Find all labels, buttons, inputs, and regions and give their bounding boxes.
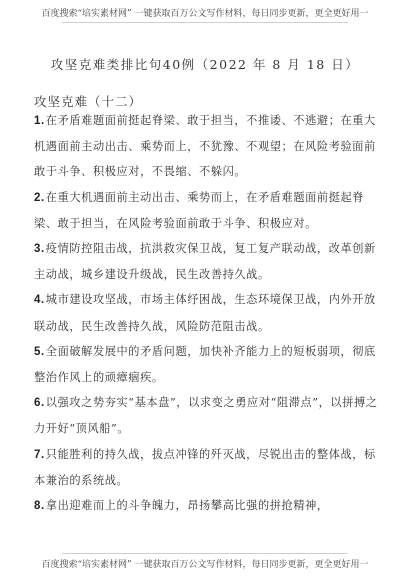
list-item	[34, 185, 380, 236]
item-text: 疫情防控阻击战，抗洪救灾保卫战，复工复产联动战，改革创新主动战，城乡建设升级战，民生改善持久战。	[34, 242, 376, 282]
item-text: 全面破解发展中的矛盾问题，加快补齐能力上的短板弱项，彻底整治作风上的顽瘴痼疾。	[34, 344, 376, 385]
item-number: 7.	[34, 448, 45, 461]
list-item	[34, 236, 380, 287]
item-text: 在矛盾难题面前挺起脊梁、敢于担当，不推诿、不逃避；在重大机遇面前主动出击、乘势而上，不犹豫、不观望；在风险考验面前敢于斗争、积极应对，不畏缩、不躲闪。	[34, 114, 376, 179]
page-footer: 百度搜索“培实素材网” 一键获取百万公文写作材料，每日同步更新，更全更好用一	[41, 560, 369, 570]
item-text: 在重大机遇面前主动出击、乘势而上，在矛盾难题面前挺起脊梁、敢于担当，在风险考验面前敢于斗争、积极应对。	[34, 190, 365, 230]
content-body	[34, 108, 380, 519]
header-divider	[62, 22, 348, 23]
item-text: 只能胜利的持久战，拔点冲锋的歼灭战，尽锐出击的整体战，标本兼治的系统战。	[34, 447, 376, 487]
list-item	[34, 108, 380, 185]
section-heading: 攻坚克难（十二）	[34, 94, 143, 109]
item-number: 3.	[34, 243, 45, 256]
list-item	[34, 442, 380, 493]
item-number: 1.	[34, 115, 45, 127]
item-number: 5.	[34, 345, 45, 358]
document-title: 攻坚克难类排比句40例（2022 年 8 月 18 日）	[50, 57, 360, 72]
item-number: 4.	[34, 294, 45, 307]
item-number: 6.	[34, 397, 45, 410]
item-number: 8.	[34, 500, 45, 513]
list-item	[34, 287, 380, 338]
item-text: 拿出迎难而上的斗争魄力，昂扬攀高比强的拼抢精神，	[45, 499, 329, 513]
item-text: 以强攻之势夯实“基本盘”，以求变之勇应对“阻滞点”，以拼搏之力开好“顶风船”。	[34, 396, 378, 436]
item-text: 城市建设攻坚战，市场主体纾困战，生态环境保卫战，内外开放联动战，民生改善持久战，风险防范阻击战。	[34, 293, 376, 333]
list-item	[34, 493, 380, 519]
page-header: 百度搜索“培实素材网” 一键获取百万公文写作材料，每日同步更新，更全更好用一	[41, 9, 369, 19]
footer-divider	[62, 553, 348, 554]
list-item	[34, 390, 380, 441]
list-item	[34, 339, 380, 390]
item-number: 2.	[34, 191, 45, 204]
